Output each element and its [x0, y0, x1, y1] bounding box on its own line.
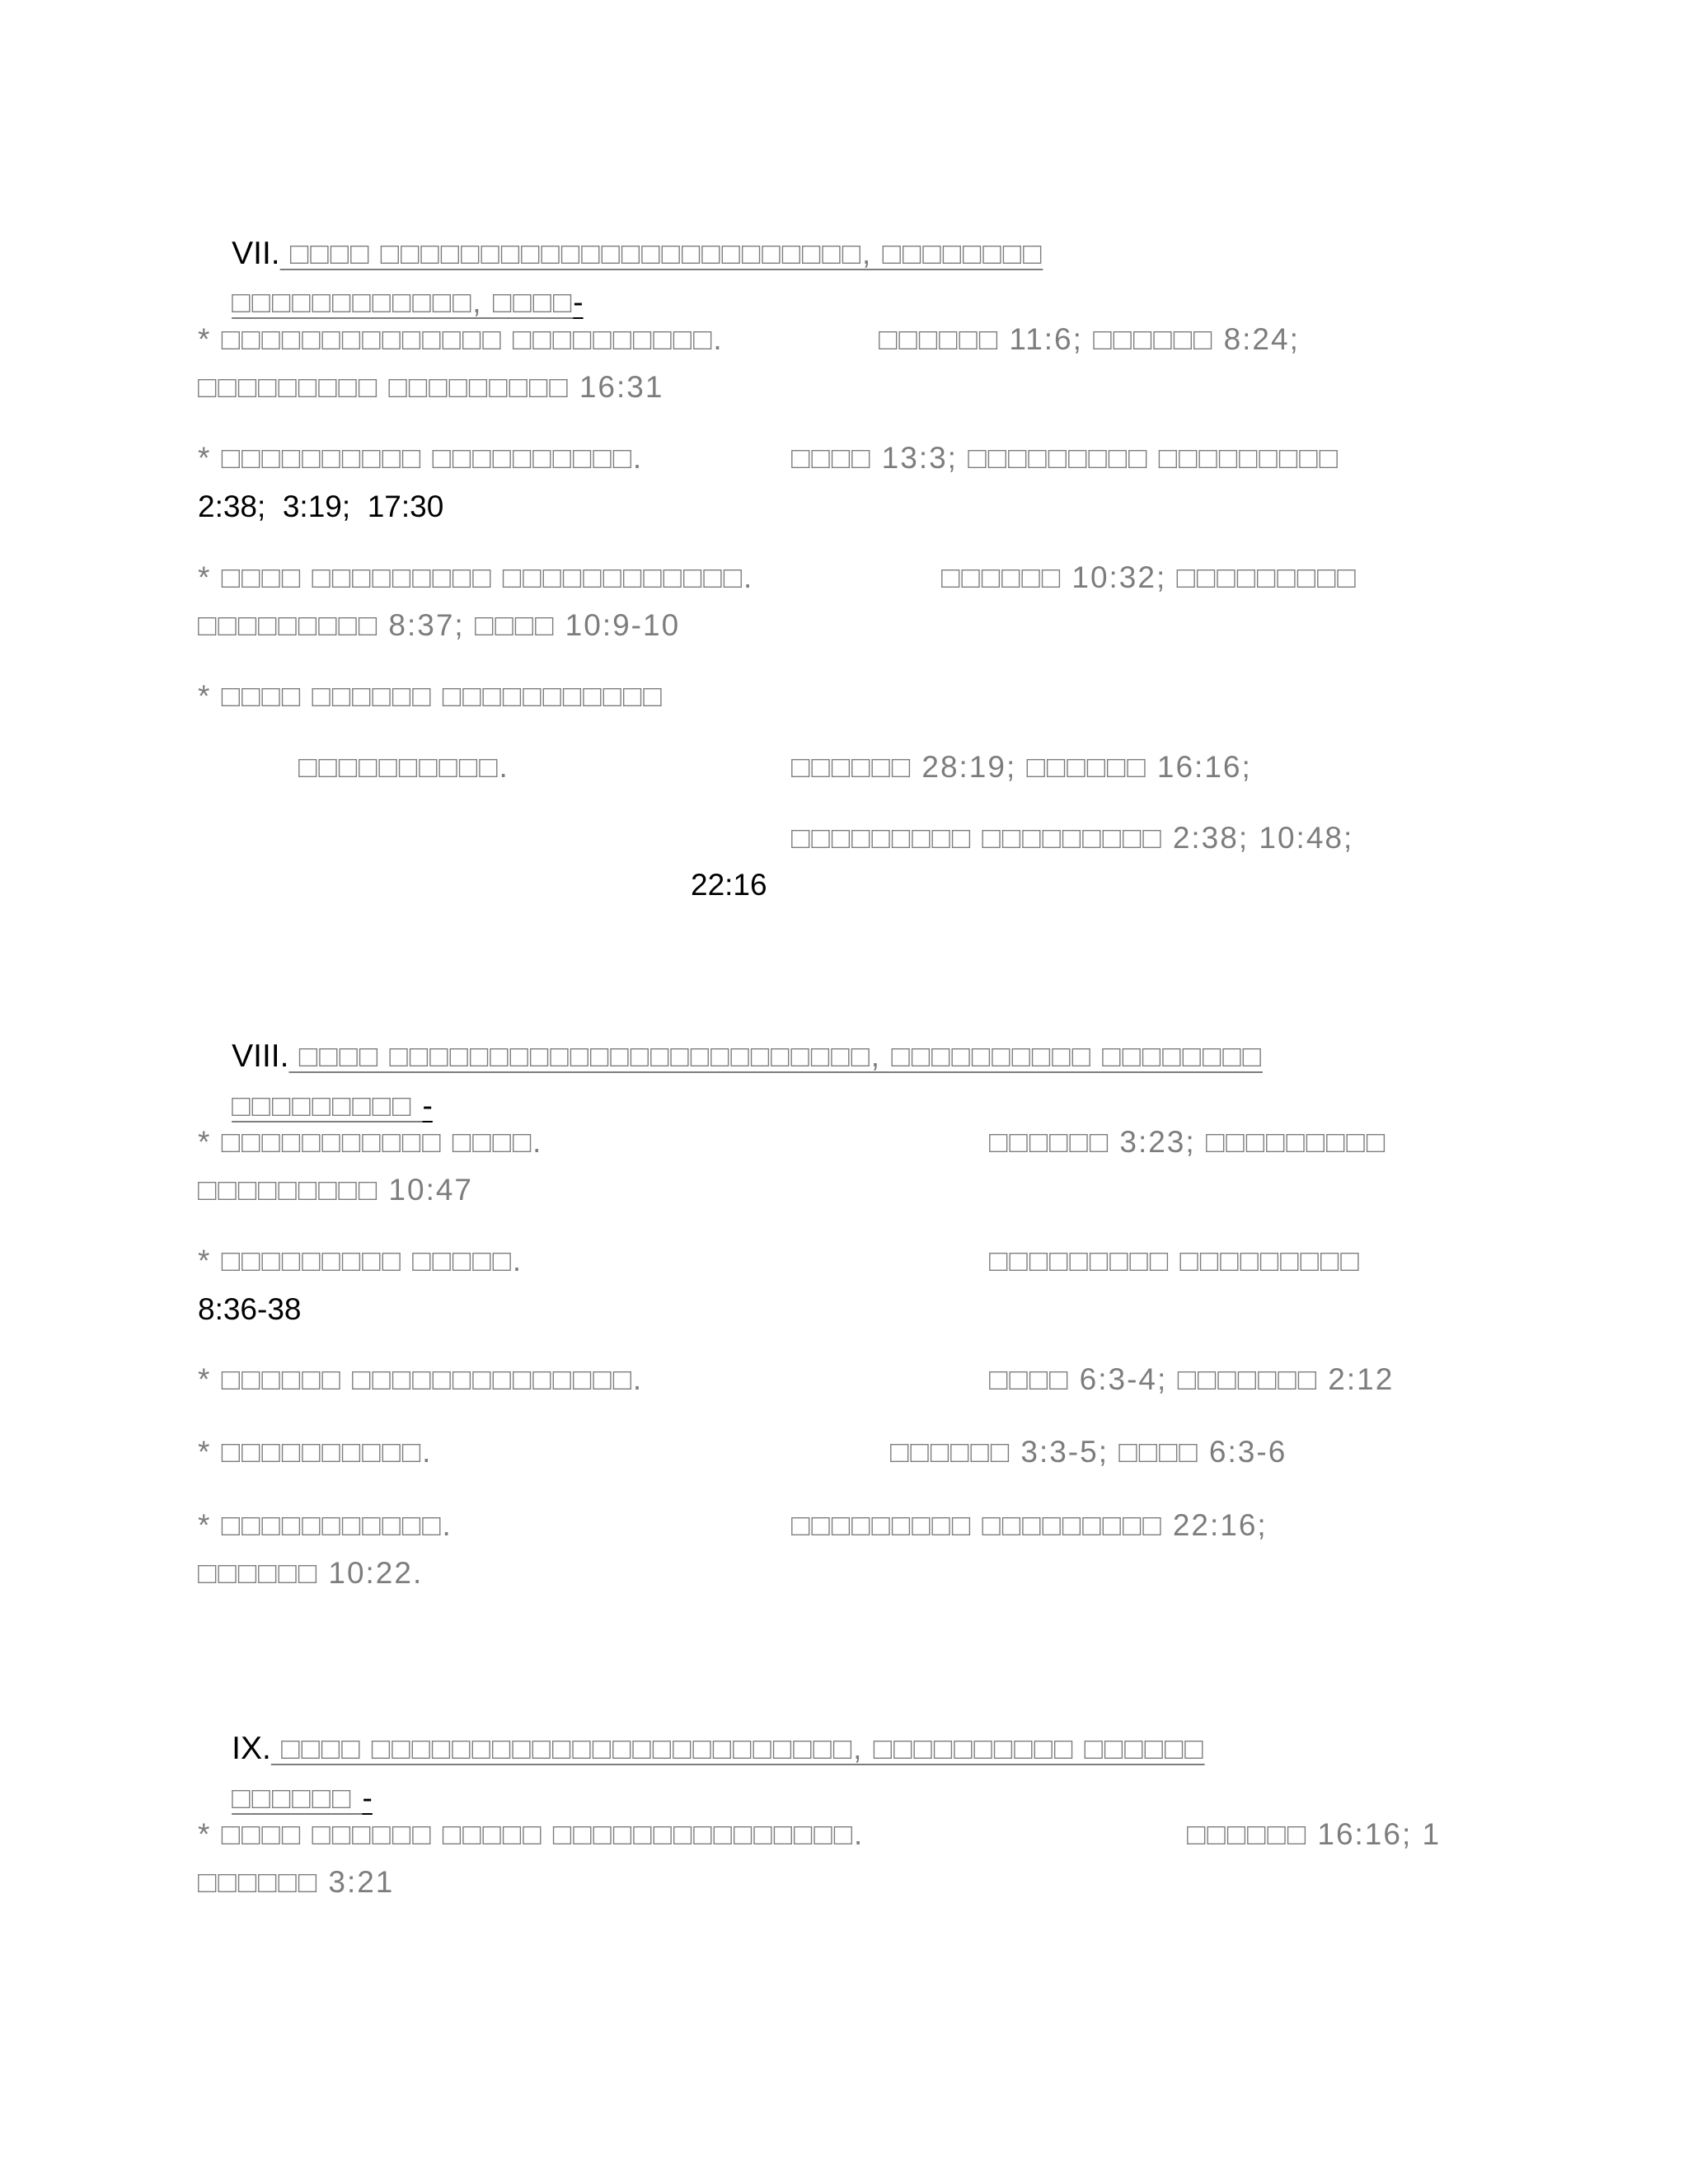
heading-text: □□□□□□ — [232, 1781, 363, 1815]
heading-text: □□□□□□□□□ — [232, 1089, 423, 1122]
scripture-refs: □□□□□□ 10:32; □□□□□□□□□ — [941, 560, 1357, 594]
heading-text: □□□□ □□□□□□□□□□□□□□□□□□□□□□□□, □□□□□□□□□□ □□□□□□ — [270, 1732, 1205, 1765]
scripture-refs: □□□□ 13:3; □□□□□□□□□ □□□□□□□□□ — [791, 441, 1339, 475]
scripture-refs: □□□□□□ 3:23; □□□□□□□□□ — [989, 1125, 1387, 1159]
list-item: * □□□□□□□□□□□□□□ □□□□□□□□□□. — [198, 322, 724, 356]
list-item: * □□□□□□□□□□. — [198, 1435, 433, 1469]
heading-text: □□□□ □□□□□□□□□□□□□□□□□□□□□□□□, □□□□□□□□ — [279, 237, 1043, 270]
heading-dash: - — [422, 1089, 433, 1122]
list-item: * □□□□□□□□□ □□□□□. — [198, 1244, 523, 1277]
heading-text: □□□□□□□□□□□□, □□□□ — [232, 285, 574, 319]
section-numeral: VII. — [232, 236, 280, 271]
list-item: * □□□□□□□□□□□. — [198, 1508, 452, 1542]
scripture-refs-cont: 8:36-38 — [198, 1292, 302, 1326]
scripture-refs: □□□□□□□□□ □□□□□□□□□ — [989, 1244, 1361, 1277]
section-numeral: VIII. — [232, 1038, 289, 1074]
scripture-refs: □□□□□□ 3:3-5; □□□□ 6:3-6 — [890, 1435, 1287, 1469]
list-item-cont: □□□□□□□□□□. — [298, 750, 509, 784]
heading-dash: - — [573, 285, 584, 319]
scripture-refs-cont: □□□□□□□□□ □□□□□□□□□ 2:38; 10:48; — [791, 821, 1354, 855]
scripture-refs: □□□□□□ 28:19; □□□□□□ 16:16; — [791, 750, 1252, 784]
heading-dash: - — [362, 1781, 373, 1815]
scripture-refs: □□□□ 6:3-4; □□□□□□□ 2:12 — [989, 1362, 1395, 1396]
scripture-refs: □□□□□□□□□ □□□□□□□□□ 22:16; — [791, 1508, 1268, 1542]
scripture-refs-cont: 2:38; 3:19; 17:30 — [198, 490, 444, 523]
list-item: * □□□□ □□□□□□ □□□□□□□□□□□ — [198, 679, 663, 713]
scripture-refs: □□□□□□ 11:6; □□□□□□ 8:24; — [879, 322, 1300, 356]
scripture-refs-cont: □□□□□□□□□ 10:47 — [198, 1173, 474, 1207]
scripture-refs-cont: □□□□□□ 3:21 — [198, 1865, 395, 1899]
scripture-refs: □□□□□□ 16:16; 1 — [1187, 1817, 1442, 1851]
list-item: * □□□□ □□□□□□□□□ □□□□□□□□□□□□. — [198, 560, 754, 594]
list-item: * □□□□ □□□□□□ □□□□□ □□□□□□□□□□□□□□□. — [198, 1817, 865, 1851]
scripture-refs-cont: □□□□□□□□□ □□□□□□□□□ 16:31 — [198, 370, 664, 404]
scripture-refs-cont: □□□□□□ 10:22. — [198, 1556, 424, 1590]
list-item: * □□□□□□ □□□□□□□□□□□□□□. — [198, 1362, 644, 1396]
list-item: * □□□□□□□□□□ □□□□□□□□□□. — [198, 441, 644, 475]
list-item: * □□□□□□□□□□□ □□□□. — [198, 1125, 543, 1159]
section-numeral: IX. — [232, 1731, 271, 1766]
scripture-refs-cont: 22:16 — [691, 868, 767, 902]
heading-text: □□□□ □□□□□□□□□□□□□□□□□□□□□□□□, □□□□□□□□□□ □□□□□□□□ — [288, 1039, 1263, 1073]
scripture-refs-cont: □□□□□□□□□ 8:37; □□□□ 10:9-10 — [198, 608, 681, 642]
